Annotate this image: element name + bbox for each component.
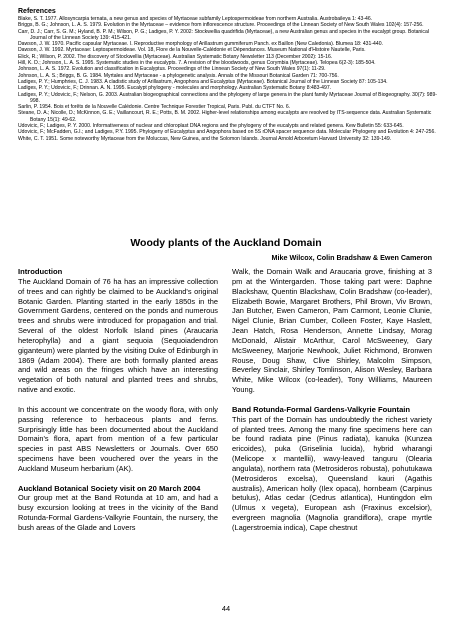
introduction-paragraph-2: In this account we concentrate on the woody flora, with only passing reference to herbaceous plants and ferns. Surprisingly little has been documented about the Auckland Domain's flora, apart from mention of a few particular species in past ABS Newsletters or Journals. Over 650 specimens have been vouchered over the years in the Auckland Museum herbarium (AK). (18, 404, 218, 473)
reference-item: White, C. T. 1951. Some noteworthy Myrtaceae from the Moluccas, New Guinea, and the Solomon Islands. Journal Arnold Arboretum Harvard University 32: 139-149. (18, 135, 392, 142)
article-title: Woody plants of the Auckland Domain (130, 237, 322, 249)
reference-item: Ladiges, P. Y.; Udovicic, F.; Nelson, G. 2003. Australian biogeographical connections and the phylogeny of large genera in the plant family Myrtaceae Journal of Biogeography. 30(7): 989-998. (18, 91, 437, 104)
reference-item: Blake, S. T. 1977. Allosyncarpia ternata, a new genus and species of Myrtaceae subfamily Leptospermoideae from northern Australia. Austrobaileya 1: 43-46. (18, 16, 373, 22)
reference-item: Sarlin, P. 1954. Bois et forêts de la Nouvelle Calédonie. Centre Technique Forestier Tropical, Paris. Publ. du CTFT No. 6. (18, 104, 291, 111)
reference-item: Elick, R.; Wilson, P. 2002. The discovery of Stockwellia (Myrtaceae). Australian Systematic Botany Newsletter 113 (December 2002): 15-16. (18, 53, 333, 60)
reference-item: Johnson, L. A. S. 1972. Evolution and classification in Eucalyptus. Proceedings of the Linnean Society of New South Wales 97(1): 11-29. (18, 66, 326, 73)
article-authors: Mike Wilcox, Colin Bradshaw & Ewen Cameron (271, 253, 432, 262)
introduction-paragraph-1: The Auckland Domain of 76 ha has an impressive collection of trees and can rightly be claimed to be Auckland's original Botanic Garden. Planting started in the early 1850s in the Government Gardens, centered on the ponds and numerous trees and shrubs were introduced for propagation and trial. Several of the oldest Norfolk Island pines (Araucaria heterophylla) and a giant sequoia (Sequoiadendron giganteum) were planted by the visiting Duke of Edinburgh in 1869 (Adam 2004). There are both formally planted areas and wild areas on the fringes which have an interesting vegetation of both natural and planted trees and shrubs, native and exotic. (18, 276, 218, 395)
introduction-heading: Introduction (18, 267, 63, 276)
page-number: 44 (221, 604, 231, 613)
band-rotunda-heading: Band Rotunda-Formal Gardens-Valkyrie Fountain (232, 404, 411, 414)
reference-item: Hill, K. D.; Johnson, L. A. S. 1995. Systematic studies in the eucalypts. 7. A revision of the bloodwoods, genus Corymbia (Myrtaceae). Telopea 6(2-3): 185-504. (18, 60, 376, 67)
reference-item: Ladiges, P. Y.; Udovicic, F.; Drinnan. A. N. 1995. Eucalypt phylogeny - molecules and morphology. Australian Systematic Botany 8:483-497. (18, 85, 332, 92)
left-column (18, 267, 218, 533)
reference-item: Briggs, B. G.; Johnson, L. A. S. 1979. Evolution in the Myrtaceae – evidence from inflorescence structure. Proceedings of the Linnean Society of New South Wales 102(4): 157-256. (18, 22, 424, 29)
reference-list (18, 16, 438, 142)
reference-item: Udovicic, F.; Ladiges, P. Y. 2000. Informativeness of nuclear and chloroplast DNA regions and the phylogeny of the eucalypts and related genera. Kew Bulletin 55: 633-645. (18, 123, 404, 130)
band-rotunda-paragraph: This part of the Domain has undoubtedly the richest variety of planted trees. Among the many fine specimens here can be found radiata pine (Pinus radiata), kanuka (Kunzea ericoides), puka (Griselinia lucida), hybrid wharangi (Melicope x mantellii), wavy-leaved tanguru (Olearia angulata), northern rata (Metrosideros robusta), pohutukawa (Metrosideros excelsa), Queensland kauri (Agathis australis), American holly (Ilex opaca), hornbeam (Carpinus betulus), Atlas cedar (Cedrus atlantica), Huntingdon elm (Ulmus x vegeta), European ash (Fraxinus excelsior), evergreen magnolia (Magnolia grandiflora), crape myrtle (Lagerstroemia indica), Cape chestnut (232, 414, 432, 532)
society-visit-paragraph: Our group met at the Band Rotunda at 10 am, and had a busy excursion looking at trees in the vicinity of the Band Rotunda-Formal Gardens-Valkyrie Fountain, the nursery, the bush areas of the Glade and Lovers (18, 493, 218, 532)
reference-item: Udovicic, F.; McFadden, G.I.; and Ladiges, P.Y. 1995. Phylogeny of Eucalyptus and Angophora based on 5S rDNA spacer sequence data. Molecular Phylogeny and Evolution 4: 247-256. (18, 129, 436, 136)
reference-item: Dawson, J. W. 1992. Myrtaceae: Leptospermoideae. Vol. 18, Flore de la Nouvelle-Calédonie et Dépendances. Museum National d'Histoire Nautelle, Paris. (18, 47, 366, 54)
reference-item: Ladiges, P. Y.; Humphries, C. J. 1983. A cladistic study of Arillastrum, Angophora and Eucalyptus (Myrtaceae). Botanical Journal of the Linnean Society 87: 105-134. (18, 78, 388, 85)
right-column (232, 267, 432, 533)
reference-item: Dawson, J. W. 1970. Pacific capsular Myrtaceae. I. Reproductive morphology of Arillastrum gummiferum Panch. ex Baillon (New Caledonia). Blumea 18: 431-440. (18, 41, 383, 48)
references-section (18, 8, 438, 142)
participants-paragraph: Walk, the Domain Walk and Araucaria grove, finishing at 3 pm at the Wintergarden. Those taking part were: Daphne Blackshaw, Quentin Blackshaw, Colin Bradshaw (co-leader), Elizabeth Bowie, Margaret Brothers, Phil Brown, Viv Brown, Jan Butcher, Ewen Cameron, Pam Carmont, Leonie Clunie, Nigel Clunie, Brian Cumber, Colleen Foster, Kaye Haslett, Jean Hatch, Rosa Henderson, Annette Lindsay, Morag McDonald, Alistair McArthur, Carol McSweeney, Gary McSweeney, Marjorie Newhook, Juliet Richmond, Bronwen Rouse, Doug Shaw, Clive Shirley, Malcolm Simpson, Beverley Sinclair, Shirley Tomlinson, Alison Wesley, Barbara White, Mike Wilcox (co-leader), Tony Williams, Maureen Young. (232, 267, 432, 395)
references-heading: References (18, 8, 56, 15)
society-visit-heading: Auckland Botanical Society visit on 20 March 2004 (18, 483, 201, 493)
reference-item: Carr, D. J.; Carr, S. G. M.; Hyland, B. P. M.; Wilson, P. G.; Ladiges, P. Y. 2002: Stockwellia quadrifida (Myrtaceae), a new Australian genus and species in the eucalypt group. Botanical Journal of the Linnean Society 139: 415-421. (18, 28, 429, 41)
reference-item: Johnson, L. A. S.; Briggs, B. G. 1984. Myrtales and Myrtaceae - a phylogenetic analysis. Annals of the Missouri Botanical Garden 71: 700-756. (18, 72, 339, 79)
reference-item: Steane, D. A.; Nicolle, D.; McKinnon, G. E.; Vaillancourt, R. E.; Potts, B. M. 2002. Higher-level relationships among eucalypts are resolved by ITS-sequence data. Australian Systematic Botany 15(1): 49-62. (18, 110, 432, 123)
